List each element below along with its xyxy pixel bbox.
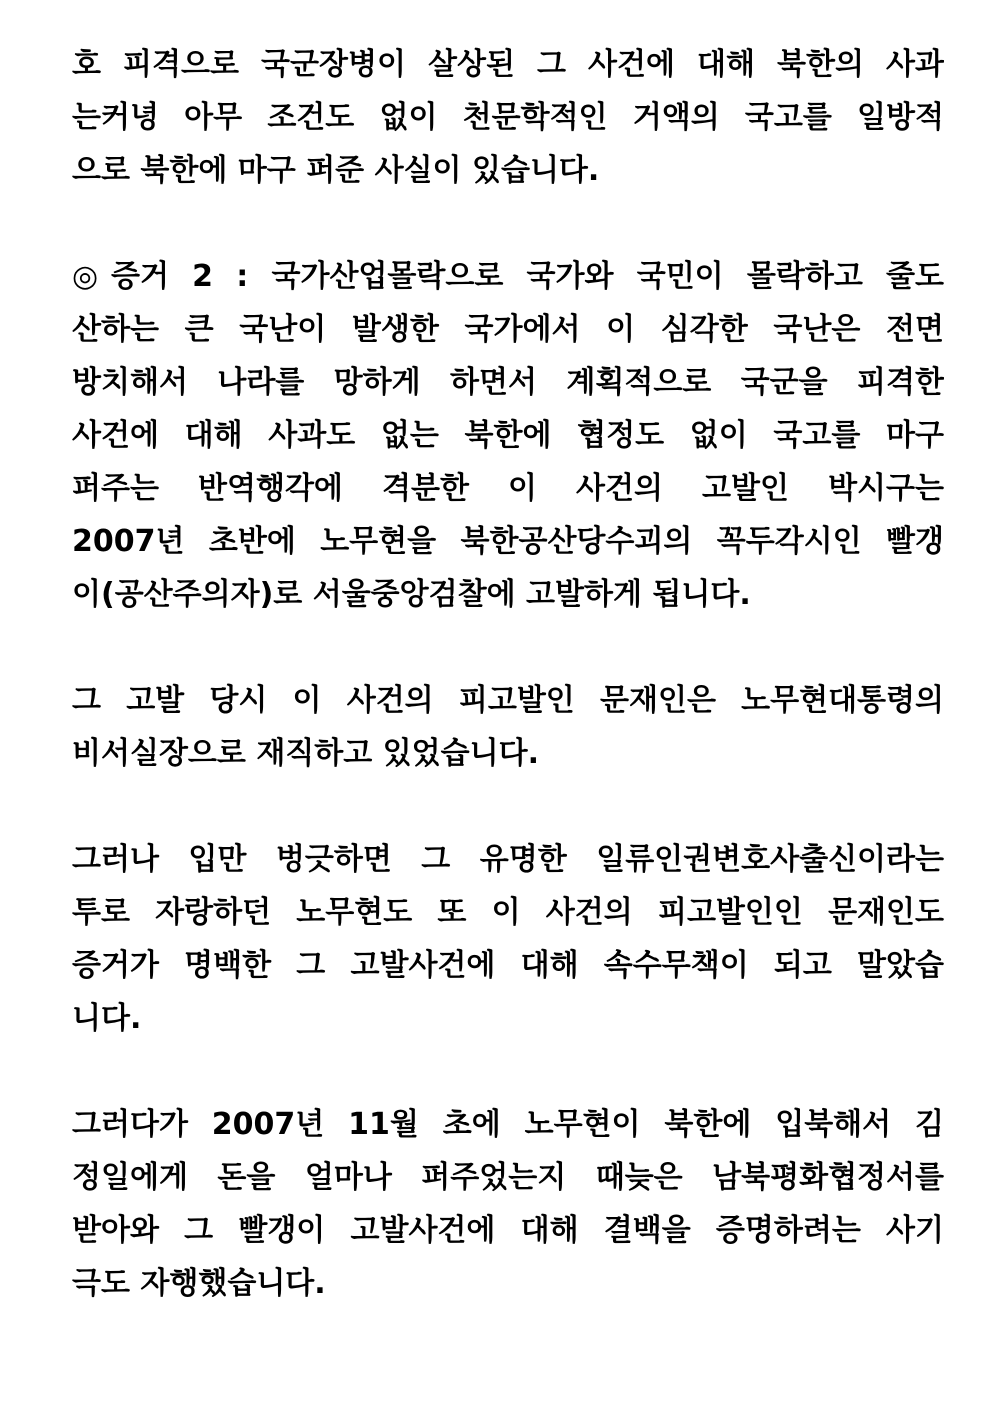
paragraph-3 bbox=[72, 674, 944, 780]
paragraph-2 bbox=[72, 250, 944, 621]
text-line: 퍼주는 반역행각에 격분한 이 사건의 고발인 박시구는 bbox=[72, 471, 944, 506]
text-line: 호 피격으로 국군장병이 살상된 그 사건에 대해 북한의 사과 bbox=[72, 47, 944, 82]
text-line: 2007년 초반에 노무현을 북한공산당수괴의 꼭두각시인 빨갱 bbox=[72, 524, 944, 559]
paragraph-5 bbox=[72, 1098, 944, 1310]
text-line: ◎증거 2 : 국가산업몰락으로 국가와 국민이 몰락하고 줄도 bbox=[72, 259, 944, 294]
text-line: 방치해서 나라를 망하게 하면서 계획적으로 국군을 피격한 bbox=[72, 365, 944, 400]
text-line: 니다. bbox=[72, 1001, 142, 1036]
text-line: 는커녕 아무 조건도 없이 천문학적인 거액의 국고를 일방적 bbox=[72, 100, 944, 135]
text-line: 그러나 입만 벙긋하면 그 유명한 일류인권변호사출신이라는 bbox=[72, 842, 944, 877]
text-line: 비서실장으로 재직하고 있었습니다. bbox=[72, 736, 539, 771]
document-page bbox=[72, 38, 944, 1363]
paragraph-4 bbox=[72, 833, 944, 1045]
text-line: 산하는 큰 국난이 발생한 국가에서 이 심각한 국난은 전면 bbox=[72, 312, 944, 347]
text-line: 그러다가 2007년 11월 초에 노무현이 북한에 입북해서 김 bbox=[72, 1107, 944, 1142]
text-line: 이(공산주의자)로 서울중앙검찰에 고발하게 됩니다. bbox=[72, 577, 751, 612]
paragraph-1 bbox=[72, 38, 944, 197]
text-line: 증거가 명백한 그 고발사건에 대해 속수무책이 되고 말았습 bbox=[72, 948, 944, 983]
text-line: 정일에게 돈을 얼마나 퍼주었는지 때늦은 남북평화협정서를 bbox=[72, 1160, 944, 1195]
text-line: 그 고발 당시 이 사건의 피고발인 문재인은 노무현대통령의 bbox=[72, 683, 944, 718]
text-line: 투로 자랑하던 노무현도 또 이 사건의 피고발인인 문재인도 bbox=[72, 895, 944, 930]
text-line: 극도 자행했습니다. bbox=[72, 1266, 326, 1301]
text-line: 받아와 그 빨갱이 고발사건에 대해 결백을 증명하려는 사기 bbox=[72, 1213, 944, 1248]
text-line: 으로 북한에 마구 퍼준 사실이 있습니다. bbox=[72, 153, 600, 188]
text-line: 사건에 대해 사과도 없는 북한에 협정도 없이 국고를 마구 bbox=[72, 418, 944, 453]
